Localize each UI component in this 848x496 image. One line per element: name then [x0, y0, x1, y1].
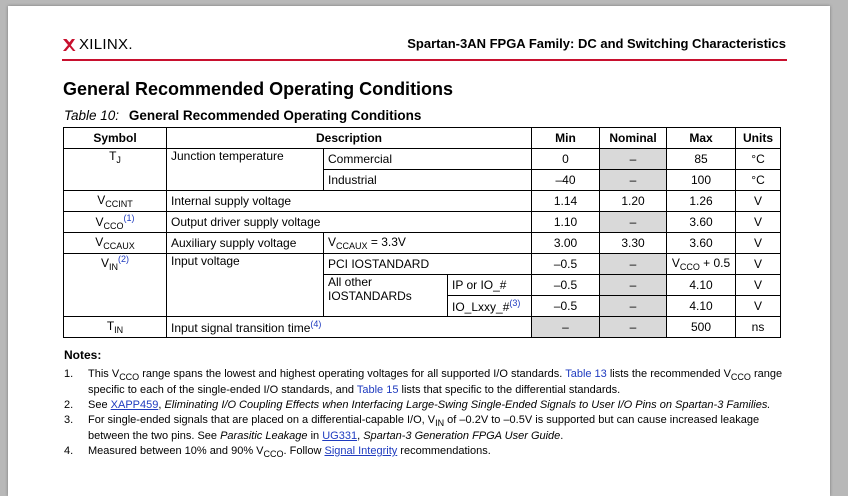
table-name: General Recommended Operating Conditions — [128, 108, 422, 123]
nominal-value: – — [600, 254, 667, 275]
nominal-value: – — [600, 170, 667, 191]
units-value: V — [736, 254, 781, 275]
units-value: ns — [736, 317, 781, 338]
min-value: 3.00 — [532, 233, 600, 254]
table-row — [64, 233, 781, 254]
table-row — [64, 254, 781, 275]
max-value: 3.60 — [667, 212, 736, 233]
section-title: General Recommended Operating Conditions — [63, 79, 454, 99]
note-1 — [64, 368, 794, 397]
cond-pci: PCI IOSTANDARD — [324, 254, 532, 275]
logo-text: XILINX. — [79, 36, 133, 53]
units-value: V — [736, 275, 781, 296]
table-row — [64, 212, 781, 233]
note-text: See XAPP459, Eliminating I/O Coupling Effects when Interfacing Large-Swing Single-Ended Signals to User I/O Pins on Spartan-3 Families. — [88, 399, 771, 411]
desc-vccaux: Auxiliary supply voltage — [167, 233, 324, 254]
note-text: Measured between 10% and 90% $V_{CCO}$. Follow Signal Integrity recommendations. — [88, 445, 491, 459]
min-value: 0 — [532, 149, 600, 170]
desc-tj: Junction temperature — [167, 149, 324, 191]
desc-tin: Input signal transition time$^{(4)}$ — [167, 317, 532, 338]
cond-lxxy: IO_Lxxy_#$^{(3)}$ — [448, 296, 532, 317]
header-description: Description — [167, 128, 532, 149]
operating-conditions-table — [63, 127, 781, 338]
table-caption — [64, 108, 421, 123]
document-title: Spartan-3AN FPGA Family: DC and Switching Characteristics — [407, 36, 786, 51]
symbol-vccint: $V_{CCINT}$ — [64, 191, 167, 212]
note-2 — [64, 399, 794, 412]
desc-vcco: Output driver supply voltage — [167, 212, 532, 233]
units-value: V — [736, 233, 781, 254]
max-value: 100 — [667, 170, 736, 191]
note-number: 3. — [64, 414, 74, 426]
units-value: V — [736, 212, 781, 233]
max-value: 3.60 — [667, 233, 736, 254]
table-row — [64, 317, 781, 338]
cond-commercial: Commercial — [324, 149, 532, 170]
table-row — [64, 191, 781, 212]
max-value: 4.10 — [667, 275, 736, 296]
symbol-tj: $T_J$ — [64, 149, 167, 191]
note-text: This $V_{CCO}$ range spans the lowest and highest operating voltages for all supported I/O standards. Table 13 lists the recommended $V_{CCO}$ range specific to each of the single-ended I/O standards, and Table 15 lists that specific to the differential standards. — [88, 368, 783, 396]
symbol-vccaux: $V_{CCAUX}$ — [64, 233, 167, 254]
cond-ip: IP or IO_# — [448, 275, 532, 296]
nominal-value: 3.30 — [600, 233, 667, 254]
max-value: 4.10 — [667, 296, 736, 317]
desc-vin: Input voltage — [167, 254, 324, 317]
max-value: 1.26 — [667, 191, 736, 212]
ug331-link[interactable]: UG331 — [322, 430, 358, 442]
header-max: Max — [667, 128, 736, 149]
symbol-vcco: $V_{CCO}^{(1)}$ — [64, 212, 167, 233]
max-value: 85 — [667, 149, 736, 170]
xilinx-logo — [62, 36, 133, 53]
signal-integrity-link[interactable]: Signal Integrity — [324, 445, 398, 457]
symbol-vin: $V_{IN}^{(2)}$ — [64, 254, 167, 317]
max-value: $V_{CCO} + 0.5$ — [667, 254, 736, 275]
nominal-value: – — [600, 275, 667, 296]
note-number: 2. — [64, 399, 74, 411]
header-symbol: Symbol — [64, 128, 167, 149]
note-4 — [64, 445, 794, 461]
units-value: V — [736, 296, 781, 317]
min-value: –0.5 — [532, 254, 600, 275]
desc-vccint: Internal supply voltage — [167, 191, 532, 212]
cond-vccaux: $V_{CCAUX} = 3.3V$ — [324, 233, 532, 254]
note-3 — [64, 414, 794, 443]
nominal-value: – — [600, 296, 667, 317]
min-value: –40 — [532, 170, 600, 191]
cond-other-iostandards: All other IOSTANDARDs — [324, 275, 448, 317]
min-value: 1.10 — [532, 212, 600, 233]
header-rule — [62, 59, 787, 61]
units-value: V — [736, 191, 781, 212]
footnote-link[interactable]: (4) — [310, 319, 322, 329]
table-15-link[interactable]: Table 15 — [356, 384, 399, 396]
table-13-link[interactable]: Table 13 — [565, 368, 607, 380]
xapp459-link[interactable]: XAPP459 — [110, 399, 159, 411]
table-header-row — [64, 128, 781, 149]
footnote-link[interactable]: (3) — [509, 298, 521, 308]
table-number: Table 10: — [64, 108, 120, 123]
page-header — [62, 34, 786, 62]
footnote-link[interactable]: (1) — [123, 213, 135, 223]
footnote-link[interactable]: (2) — [118, 254, 129, 264]
note-text: For single-ended signals that are placed on a differential-capable I/O, $V_{IN}$ of –0.2V to –0.5V is supported but can cause increased leakage between the two pins. See Parasitic Leakage in UG331, Spartan-3 Generation FPGA User Guide. — [88, 414, 760, 442]
min-value: –0.5 — [532, 296, 600, 317]
header-units: Units — [736, 128, 781, 149]
note-number: 1. — [64, 368, 74, 380]
document-page — [8, 6, 830, 496]
header-nominal: Nominal — [600, 128, 667, 149]
min-value: –0.5 — [532, 275, 600, 296]
note-number: 4. — [64, 445, 74, 457]
cond-industrial: Industrial — [324, 170, 532, 191]
notes-section — [64, 349, 794, 463]
units-value: °C — [736, 170, 781, 191]
symbol-tin: $T_{IN}$ — [64, 317, 167, 338]
notes-title: Notes: — [64, 348, 102, 362]
xilinx-logo-icon — [62, 38, 76, 52]
min-value: 1.14 — [532, 191, 600, 212]
min-value: – — [532, 317, 600, 338]
nominal-value: – — [600, 149, 667, 170]
units-value: °C — [736, 149, 781, 170]
max-value: 500 — [667, 317, 736, 338]
header-min: Min — [532, 128, 600, 149]
nominal-value: – — [600, 317, 667, 338]
nominal-value: 1.20 — [600, 191, 667, 212]
table-row — [64, 149, 781, 170]
nominal-value: – — [600, 212, 667, 233]
